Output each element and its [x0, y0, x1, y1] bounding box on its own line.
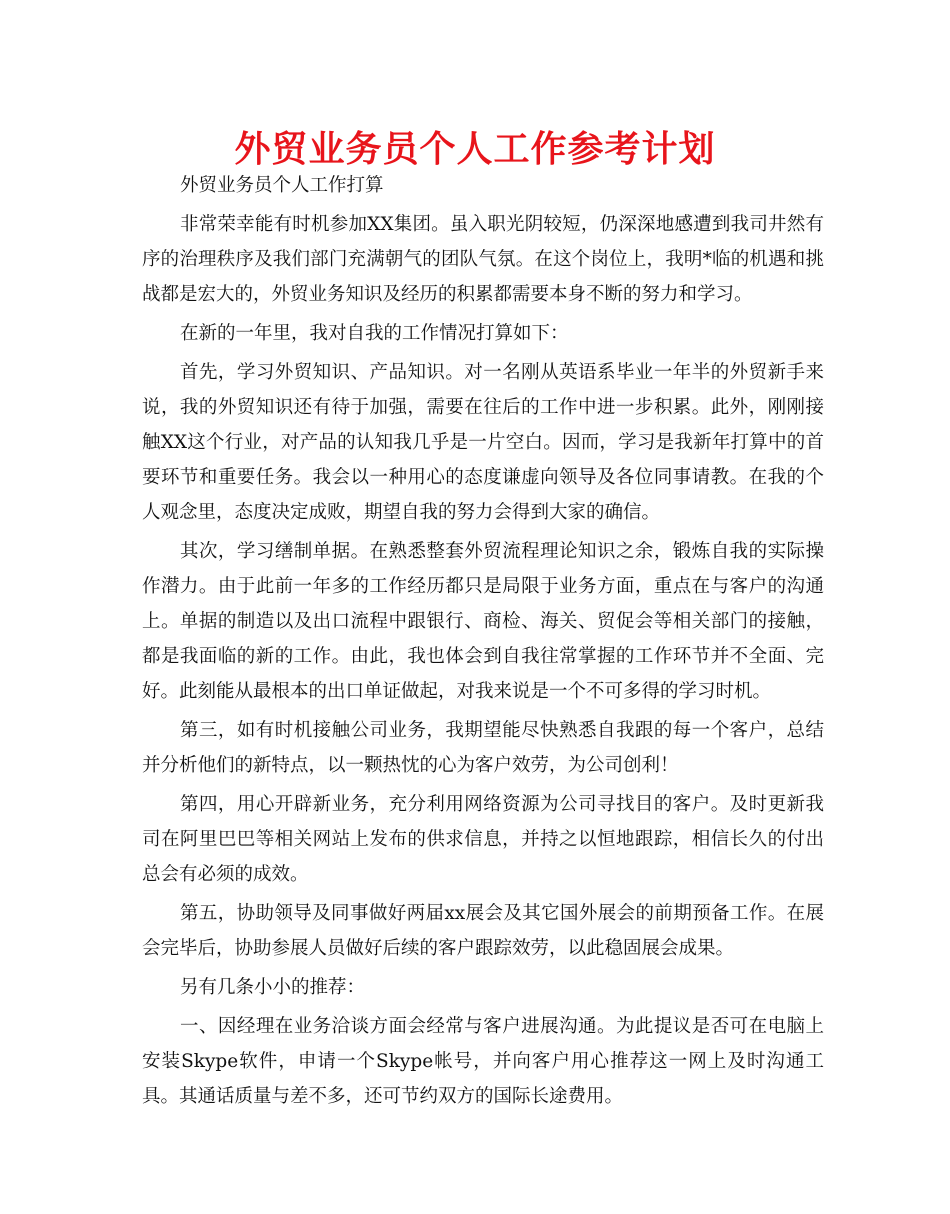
paragraph-suggestions-lead: 另有几条小小的推荐：	[180, 977, 366, 998]
paragraph-suggestion-one: 一、因经理在业务洽谈方面会经常与客户进展沟通。为此提议是否可在电脑上安装Skype软件，申请一个Skype帐号，并向客户用心推荐这一网上及时沟通工具。其通话质量与差不多，还可节约双方的国际长途费用。	[142, 1016, 824, 1107]
paragraph-second: 其次，学习缮制单据。在熟悉整套外贸流程理论知识之余，锻炼自我的实际操作潜力。由于此前一年多的工作经历都只是局限于业务方面，重点在与客户的沟通上。单据的制造以及出口流程中跟银行、商检、海关、贸促会等相关部门的接触，都是我面临的新的工作。由此，我也体会到自我往常掌握的工作环节并不全面、完好。此刻能从最根本的出口单证做起，对我来说是一个不可多得的学习时机。	[142, 541, 824, 702]
paragraph-fourth: 第四，用心开辟新业务，充分利用网络资源为公司寻找目的客户。及时更新我司在阿里巴巴等相关网站上发布的供求信息，并持之以恒地跟踪，相信长久的付出总会有必须的成效。	[142, 794, 824, 885]
paragraph-intro: 非常荣幸能有时机参加XX集团。虽入职光阴较短，仍深深地感遭到我司井然有序的治理秩序及我们部门充满朝气的团队气氛。在这个岗位上，我明*临的机遇和挑战都是宏大的，外贸业务知识及经历的积累都需要本身不断的努力和学习。	[142, 214, 824, 305]
paragraph-fifth: 第五，协助领导及同事做好两届xx展会及其它国外展会的前期预备工作。在展会完毕后，协助参展人员做好后续的客户跟踪效劳，以此稳固展会成果。	[142, 903, 824, 959]
document-title: 外贸业务员个人工作参考计划	[234, 129, 716, 170]
document-body	[142, 168, 824, 1118]
paragraph-subtitle: 外贸业务员个人工作打算	[180, 175, 384, 196]
paragraph-first: 首先，学习外贸知识、产品知识。对一名刚从英语系毕业一年半的外贸新手来说，我的外贸知识还有待于加强，需要在往后的工作中进一步积累。此外，刚刚接触XX这个行业，对产品的认知我几乎是一片空白。因而，学习是我新年打算中的首要环节和重要任务。我会以一种用心的态度谦虚向领导及各位同事请教。在我的个人观念里，态度决定成败，期望自我的努力会得到大家的确信。	[142, 362, 824, 523]
paragraph-third: 第三，如有时机接触公司业务，我期望能尽快熟悉自我跟的每一个客户，总结并分析他们的新特点，以一颗热忱的心为客户效劳，为公司创利！	[142, 720, 824, 776]
paragraph-plan-lead: 在新的一年里，我对自我的工作情况打算如下：	[180, 323, 569, 344]
